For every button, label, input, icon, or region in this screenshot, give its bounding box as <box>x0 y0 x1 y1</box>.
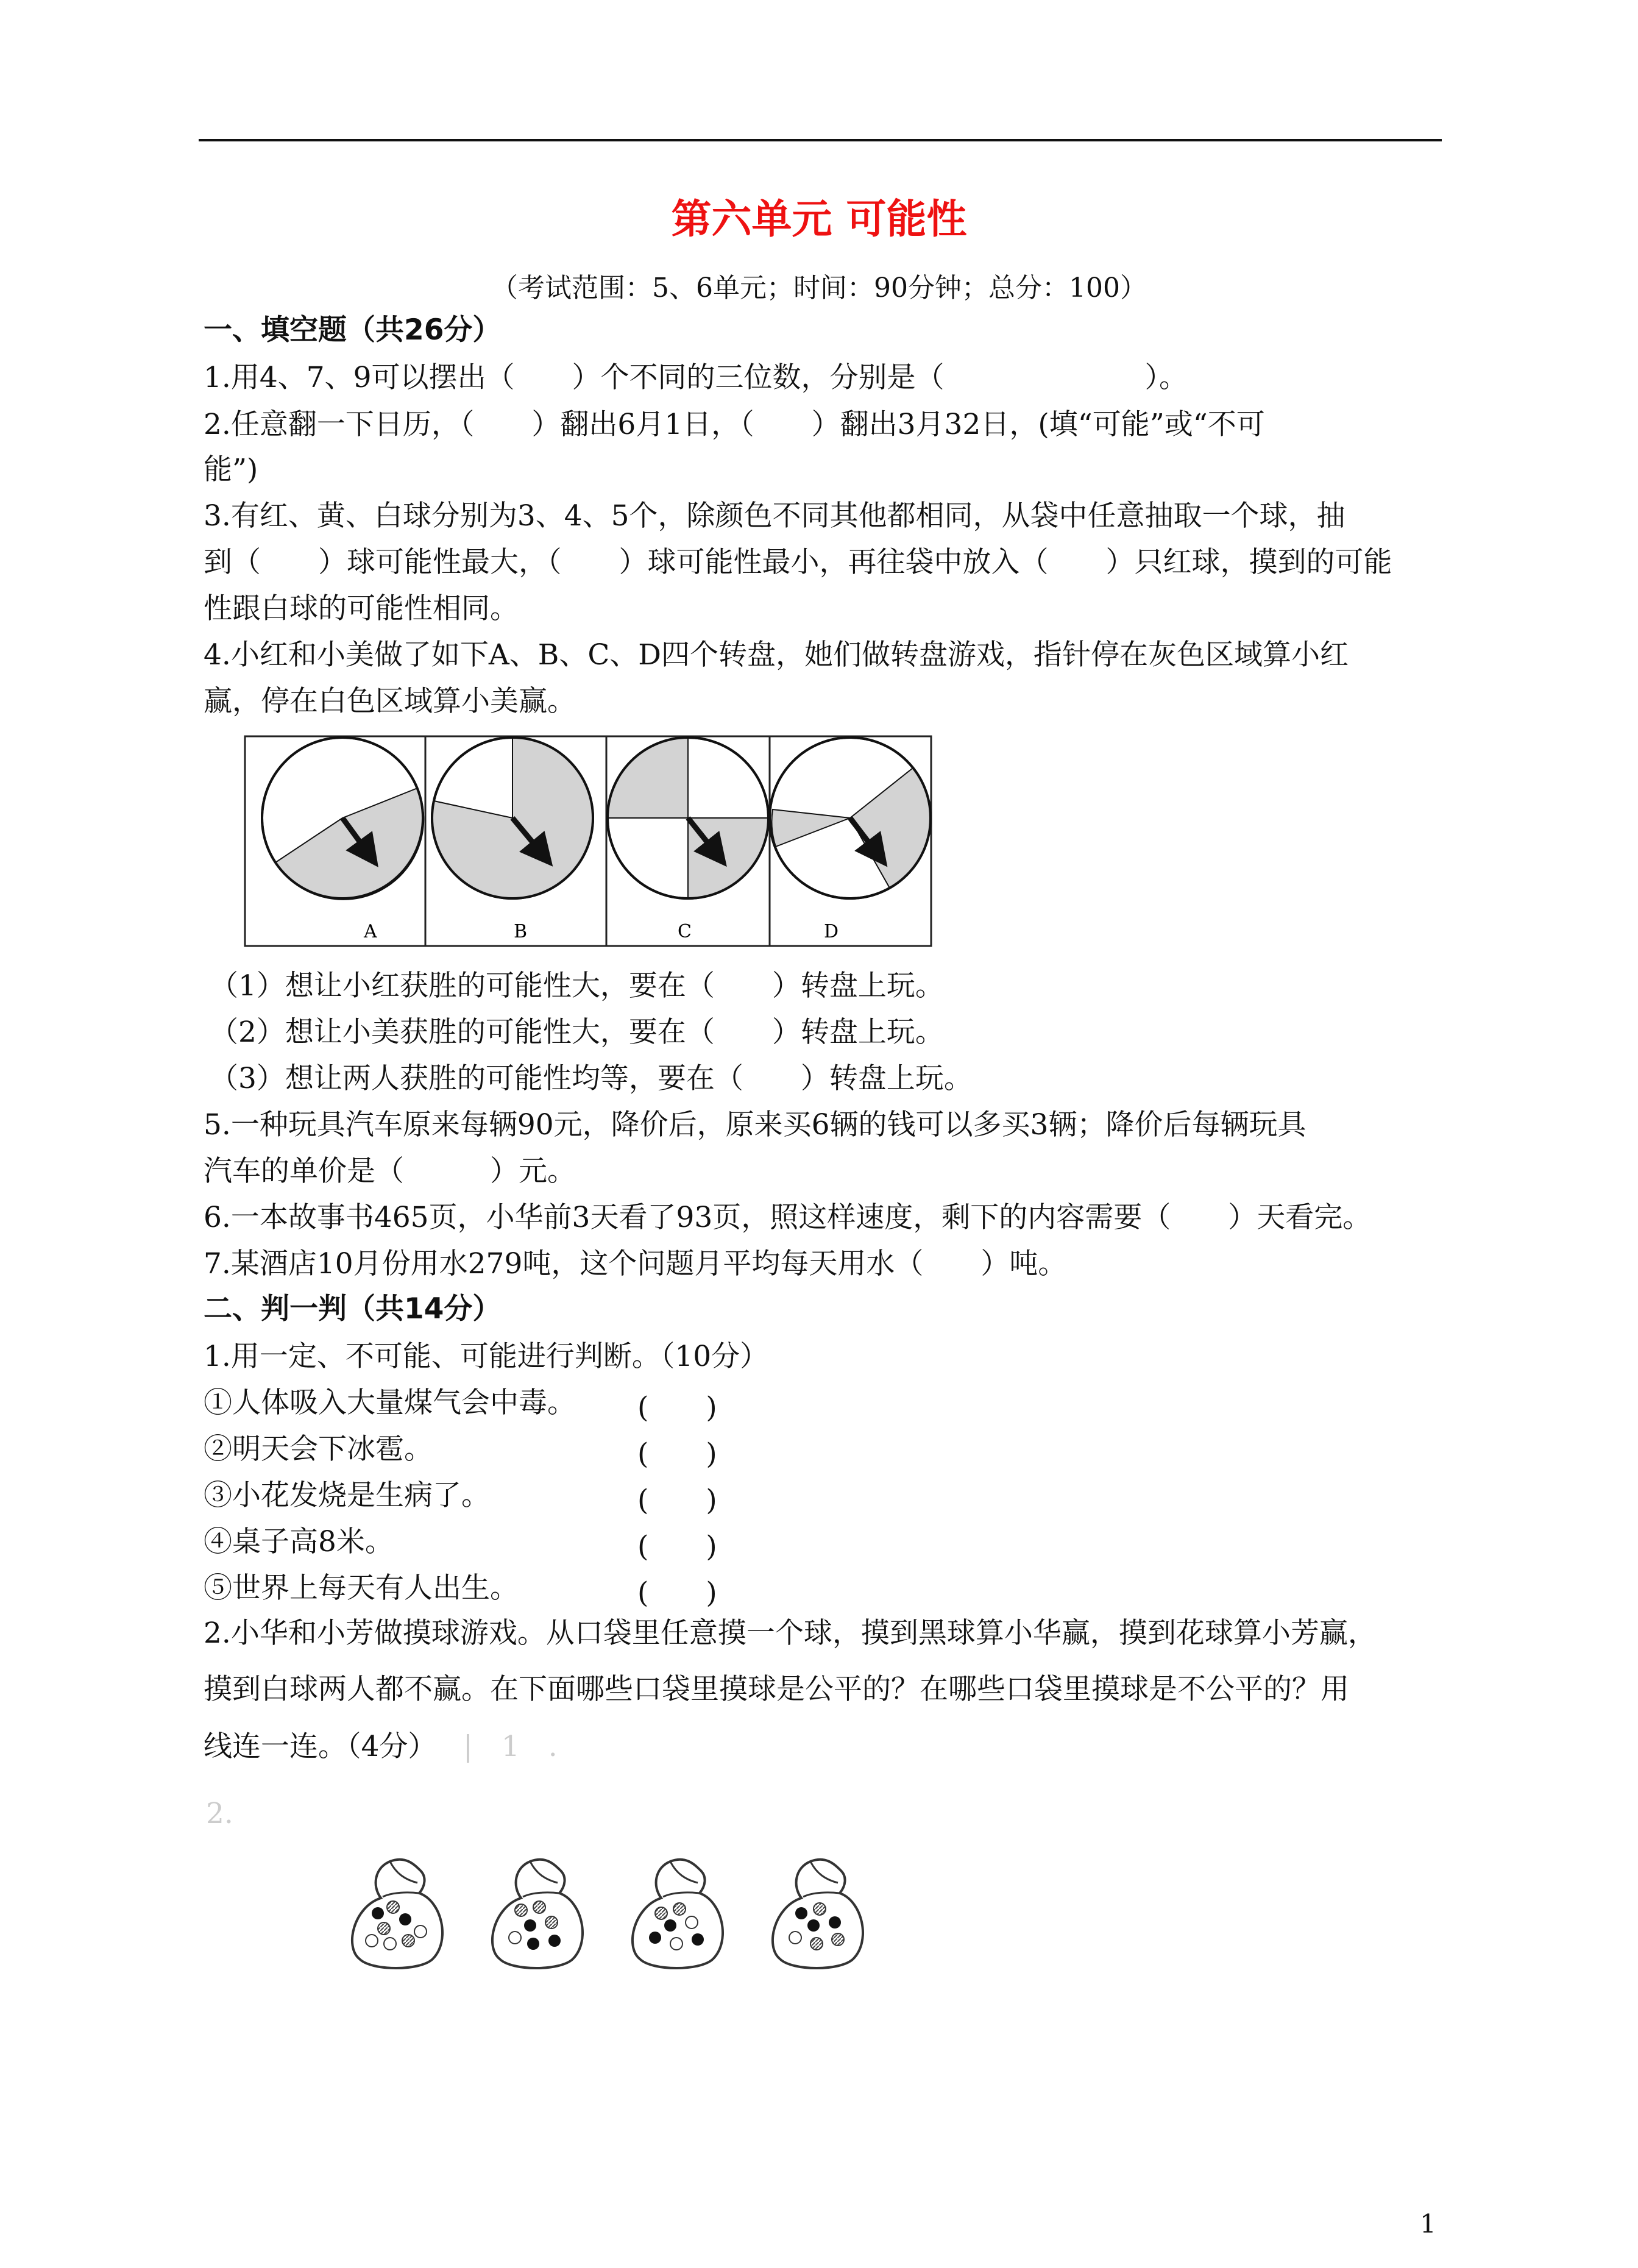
spinner-c <box>608 738 768 942</box>
spinner-b <box>432 738 593 942</box>
q4-sub2: （2）想让小美获胜的可能性大，要在（ ）转盘上玩。 <box>210 1015 944 1049</box>
spinner-figure <box>244 735 932 947</box>
spinner-d <box>770 738 931 942</box>
judge-q2-line3: 线连一连。（4分） <box>204 1730 437 1763</box>
bag-4 <box>773 1860 863 1968</box>
judge-item-1: ①人体吸入大量煤气会中毒。 <box>204 1386 576 1420</box>
judge-item-5: ⑤世界上每天有人出生。 <box>204 1571 519 1605</box>
q7-text: 7.某酒店10月份用水279吨，这个问题月平均每天用水（ ）吨。 <box>204 1247 1067 1281</box>
judge-answer-blank-1: ( ) <box>637 1391 717 1424</box>
q2-text-line1: 2.任意翻一下日历，（ ）翻出6月1日，（ ）翻出3月32日，(填“可能”或“不可 <box>204 408 1265 441</box>
spinner-a <box>262 738 424 942</box>
judge-q2-line2: 摸到白球两人都不赢。在下面哪些口袋里摸球是公平的？在哪些口袋里摸球是不公平的？用 <box>204 1673 1349 1706</box>
judge-item-4: ④桌子高8米。 <box>204 1525 394 1559</box>
bag-1 <box>352 1860 442 1968</box>
judge-answer-blank-5: ( ) <box>637 1576 717 1610</box>
q3-text-line3: 性跟白球的可能性相同。 <box>204 592 519 625</box>
judge-item-3: ③小花发烧是生病了。 <box>204 1479 490 1512</box>
bag-2 <box>492 1860 583 1968</box>
judge-answer-blank-3: ( ) <box>637 1484 717 1517</box>
q4-text-line1: 4.小红和小美做了如下A、B、C、D四个转盘，她们做转盘游戏，指针停在灰色区域算小红 <box>204 638 1349 672</box>
judge-answer-blank-2: ( ) <box>637 1437 717 1471</box>
ball-bags-figure <box>347 1843 896 1989</box>
faint-mark-2: 2. <box>206 1797 233 1830</box>
judge-item-2: ②明天会下冰雹。 <box>204 1432 433 1466</box>
q4-sub1: （1）想让小红获胜的可能性大，要在（ ）转盘上玩。 <box>210 969 944 1003</box>
faint-mark-1: | 1 . <box>463 1730 558 1763</box>
q2-text-line2: 能”) <box>204 453 258 486</box>
q5-text-line1: 5.一种玩具汽车原来每辆90元，降价后，原来买6辆的钱可以多买3辆；降价后每辆玩具 <box>204 1108 1306 1142</box>
header-rule <box>199 139 1442 141</box>
q5-text-line2: 汽车的单价是（ ）元。 <box>204 1154 576 1188</box>
spinner-label-a: A <box>364 921 377 942</box>
section2-heading: 二、判一判（共14分） <box>204 1292 502 1326</box>
section1-heading: 一、填空题（共26分） <box>204 313 502 347</box>
spinner-label-b: B <box>514 921 528 942</box>
q1-text: 1.用4、7、9可以摆出（ ）个不同的三位数，分别是（ ）。 <box>204 361 1188 394</box>
q6-text: 6.一本故事书465页，小华前3天看了93页，照这样速度，剩下的内容需要（ ）天看完。 <box>204 1201 1372 1234</box>
judge-answer-blank-4: ( ) <box>637 1530 717 1563</box>
spinner-label-c: C <box>678 921 692 942</box>
judge-q1-text: 1.用一定、不可能、可能进行判断。（10分） <box>204 1340 769 1373</box>
spinner-label-d: D <box>824 921 839 942</box>
page-title: 第六单元 可能性 <box>671 196 967 243</box>
q3-text-line1: 3.有红、黄、白球分别为3、4、5个，除颜色不同其他都相同，从袋中任意抽取一个球，抽 <box>204 499 1346 533</box>
q4-sub3: （3）想让两人获胜的可能性均等，要在（ ）转盘上玩。 <box>210 1062 973 1095</box>
exam-info: （考试范围：5、6单元；时间：90分钟；总分：100） <box>491 272 1147 304</box>
page-number: 1 <box>1420 2209 1436 2239</box>
q4-text-line2: 赢，停在白色区域算小美赢。 <box>204 684 576 718</box>
q3-text-line2: 到（ ）球可能性最大，（ ）球可能性最小，再往袋中放入（ ）只红球，摸到的可能 <box>204 546 1392 579</box>
judge-q2-line1: 2.小华和小芳做摸球游戏。从口袋里任意摸一个球，摸到黑球算小华赢，摸到花球算小芳赢， <box>204 1616 1377 1650</box>
bag-3 <box>633 1860 723 1968</box>
